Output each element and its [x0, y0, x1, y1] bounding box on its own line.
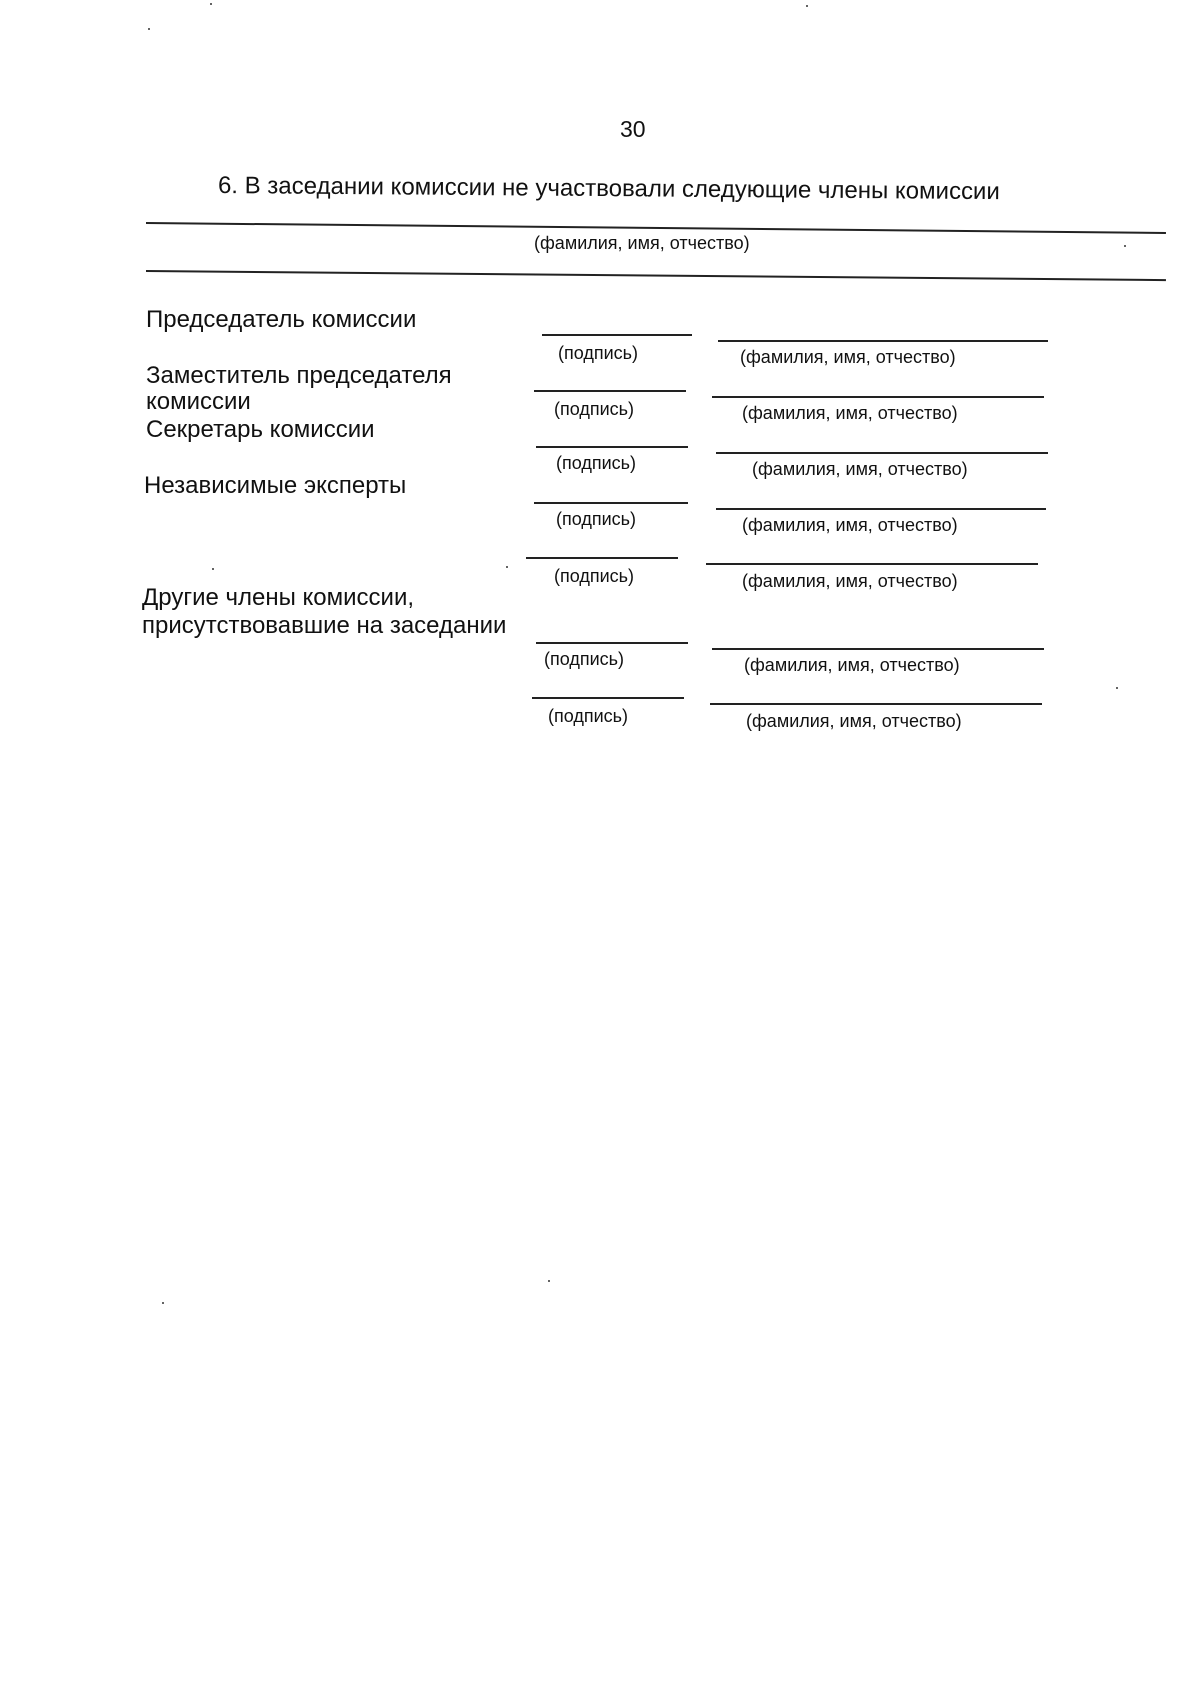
section-heading: 6. В заседании комиссии не участвовали следующие члены комиссии [217, 172, 1000, 206]
name-caption: (фамилия, имя, отчество) [740, 347, 956, 367]
name-line [716, 508, 1046, 510]
name-caption: (фамилия, имя, отчество) [744, 655, 960, 675]
signature-caption: (подпись) [548, 706, 629, 726]
scan-speck [210, 3, 212, 5]
absent-members-name-caption: (фамилия, имя, отчество) [534, 233, 750, 253]
scan-speck [162, 1302, 164, 1304]
role-chairman: Председатель комиссии [146, 306, 417, 333]
name-line [716, 452, 1048, 454]
scan-speck [1116, 687, 1118, 689]
signature-line [534, 502, 688, 504]
name-caption: (фамилия, имя, отчество) [746, 711, 962, 731]
name-caption: (фамилия, имя, отчество) [742, 515, 958, 535]
role-deputy-line-2: комиссии [146, 388, 251, 415]
name-caption: (фамилия, имя, отчество) [742, 403, 958, 423]
signature-line [536, 446, 688, 448]
signature-caption: (подпись) [556, 509, 637, 529]
signature-line [534, 390, 686, 392]
signature-caption: (подпись) [558, 343, 639, 363]
signature-line [536, 642, 688, 644]
role-experts: Независимые эксперты [144, 472, 407, 499]
signature-line [542, 334, 692, 336]
name-line [712, 648, 1044, 650]
name-line [710, 703, 1042, 705]
role-deputy-line-1: Заместитель председателя [146, 362, 452, 389]
name-line [706, 563, 1038, 565]
absent-members-line-2 [146, 270, 1166, 281]
signature-line [526, 557, 678, 559]
signature-caption: (подпись) [554, 399, 635, 419]
role-others-line-2: присутствовавшие на заседании [142, 612, 507, 639]
name-line [718, 340, 1048, 342]
role-secretary: Секретарь комиссии [146, 416, 375, 443]
scan-speck [212, 568, 214, 570]
scan-speck [1124, 245, 1126, 247]
name-caption: (фамилия, имя, отчество) [752, 459, 968, 479]
signature-caption: (подпись) [556, 453, 637, 473]
role-others-line-1: Другие члены комиссии, [142, 584, 415, 611]
signature-line [532, 697, 684, 699]
scan-speck [506, 566, 508, 568]
signature-caption: (подпись) [544, 649, 625, 669]
scan-speck [548, 1280, 550, 1282]
page-number: 30 [620, 116, 646, 142]
scan-speck [148, 28, 150, 30]
scan-speck [806, 5, 808, 7]
name-line [712, 396, 1044, 398]
name-caption: (фамилия, имя, отчество) [742, 571, 958, 591]
signature-caption: (подпись) [554, 566, 635, 586]
